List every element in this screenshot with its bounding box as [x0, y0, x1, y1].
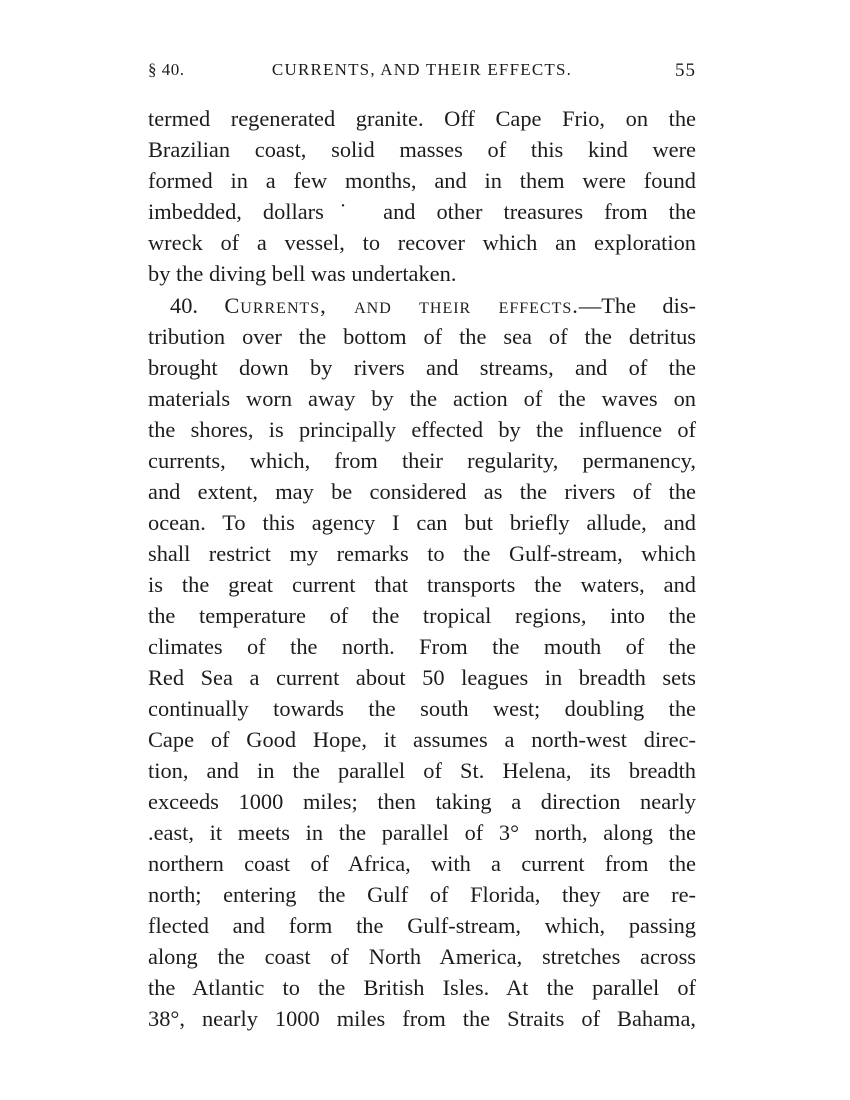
text-line: continually towards the south west; doubling the — [148, 696, 696, 721]
text-line: termed regenerated granite. Off Cape Frio, on the — [148, 106, 696, 131]
section-number: 40. — [170, 293, 198, 318]
text-line: northern coast of Africa, with a current from the — [148, 851, 696, 876]
text-line: imbedded, dollars˙ and other treasures from the — [148, 199, 696, 224]
section-heading: Currents, and their effects. — [224, 293, 579, 318]
text-line: shall restrict my remarks to the Gulf-stream, which — [148, 541, 696, 566]
text-line: climates of the north. From the mouth of the — [148, 634, 696, 659]
running-head — [148, 60, 696, 88]
text-line: .east, it meets in the parallel of 3° north, along the — [148, 820, 696, 845]
text-line: along the coast of North America, stretches across — [148, 944, 696, 969]
heading-line-continuation: —The dis- — [578, 293, 696, 318]
text-line: 38°, nearly 1000 miles from the Straits of Bahama, — [148, 1006, 696, 1031]
text-line: ocean. To this agency I can but briefly allude, and — [148, 510, 696, 535]
text-line: flected and form the Gulf-stream, which, passing — [148, 913, 696, 938]
running-title: CURRENTS, AND THEIR EFFECTS. — [271, 60, 573, 79]
section-marker: § 40. — [148, 60, 185, 79]
text-line: Brazilian coast, solid masses of this kind were — [148, 137, 696, 162]
text-line: north; entering the Gulf of Florida, they are re- — [148, 882, 696, 907]
text-line: the temperature of the tropical regions, into the — [148, 603, 696, 628]
page-number: 55 — [675, 60, 696, 81]
text-line: wreck of a vessel, to recover which an exploration — [148, 230, 696, 255]
text-line: tribution over the bottom of the sea of the detritus — [148, 324, 696, 349]
text-line: brought down by rivers and streams, and of the — [148, 355, 696, 380]
text-line: Red Sea a current about 50 leagues in breadth sets — [148, 665, 696, 690]
text-line: and extent, may be considered as the rivers of the — [148, 479, 696, 504]
text-line: currents, which, from their regularity, permanency, — [148, 448, 696, 473]
text-line: materials worn away by the action of the waves on — [148, 386, 696, 411]
section-heading-line — [170, 290, 696, 321]
text-line: is the great current that transports the waters, and — [148, 572, 696, 597]
text-line: by the diving bell was undertaken. — [148, 261, 457, 286]
text-line: Cape of Good Hope, it assumes a north-west direc- — [148, 727, 696, 752]
text-line: formed in a few months, and in them were found — [148, 168, 696, 193]
text-line: tion, and in the parallel of St. Helena, its breadth — [148, 758, 696, 783]
text-line: the shores, is principally effected by the influence of — [148, 417, 696, 442]
text-line: exceeds 1000 miles; then taking a direction nearly — [148, 789, 696, 814]
text-line: the Atlantic to the British Isles. At the parallel of — [148, 975, 696, 1000]
